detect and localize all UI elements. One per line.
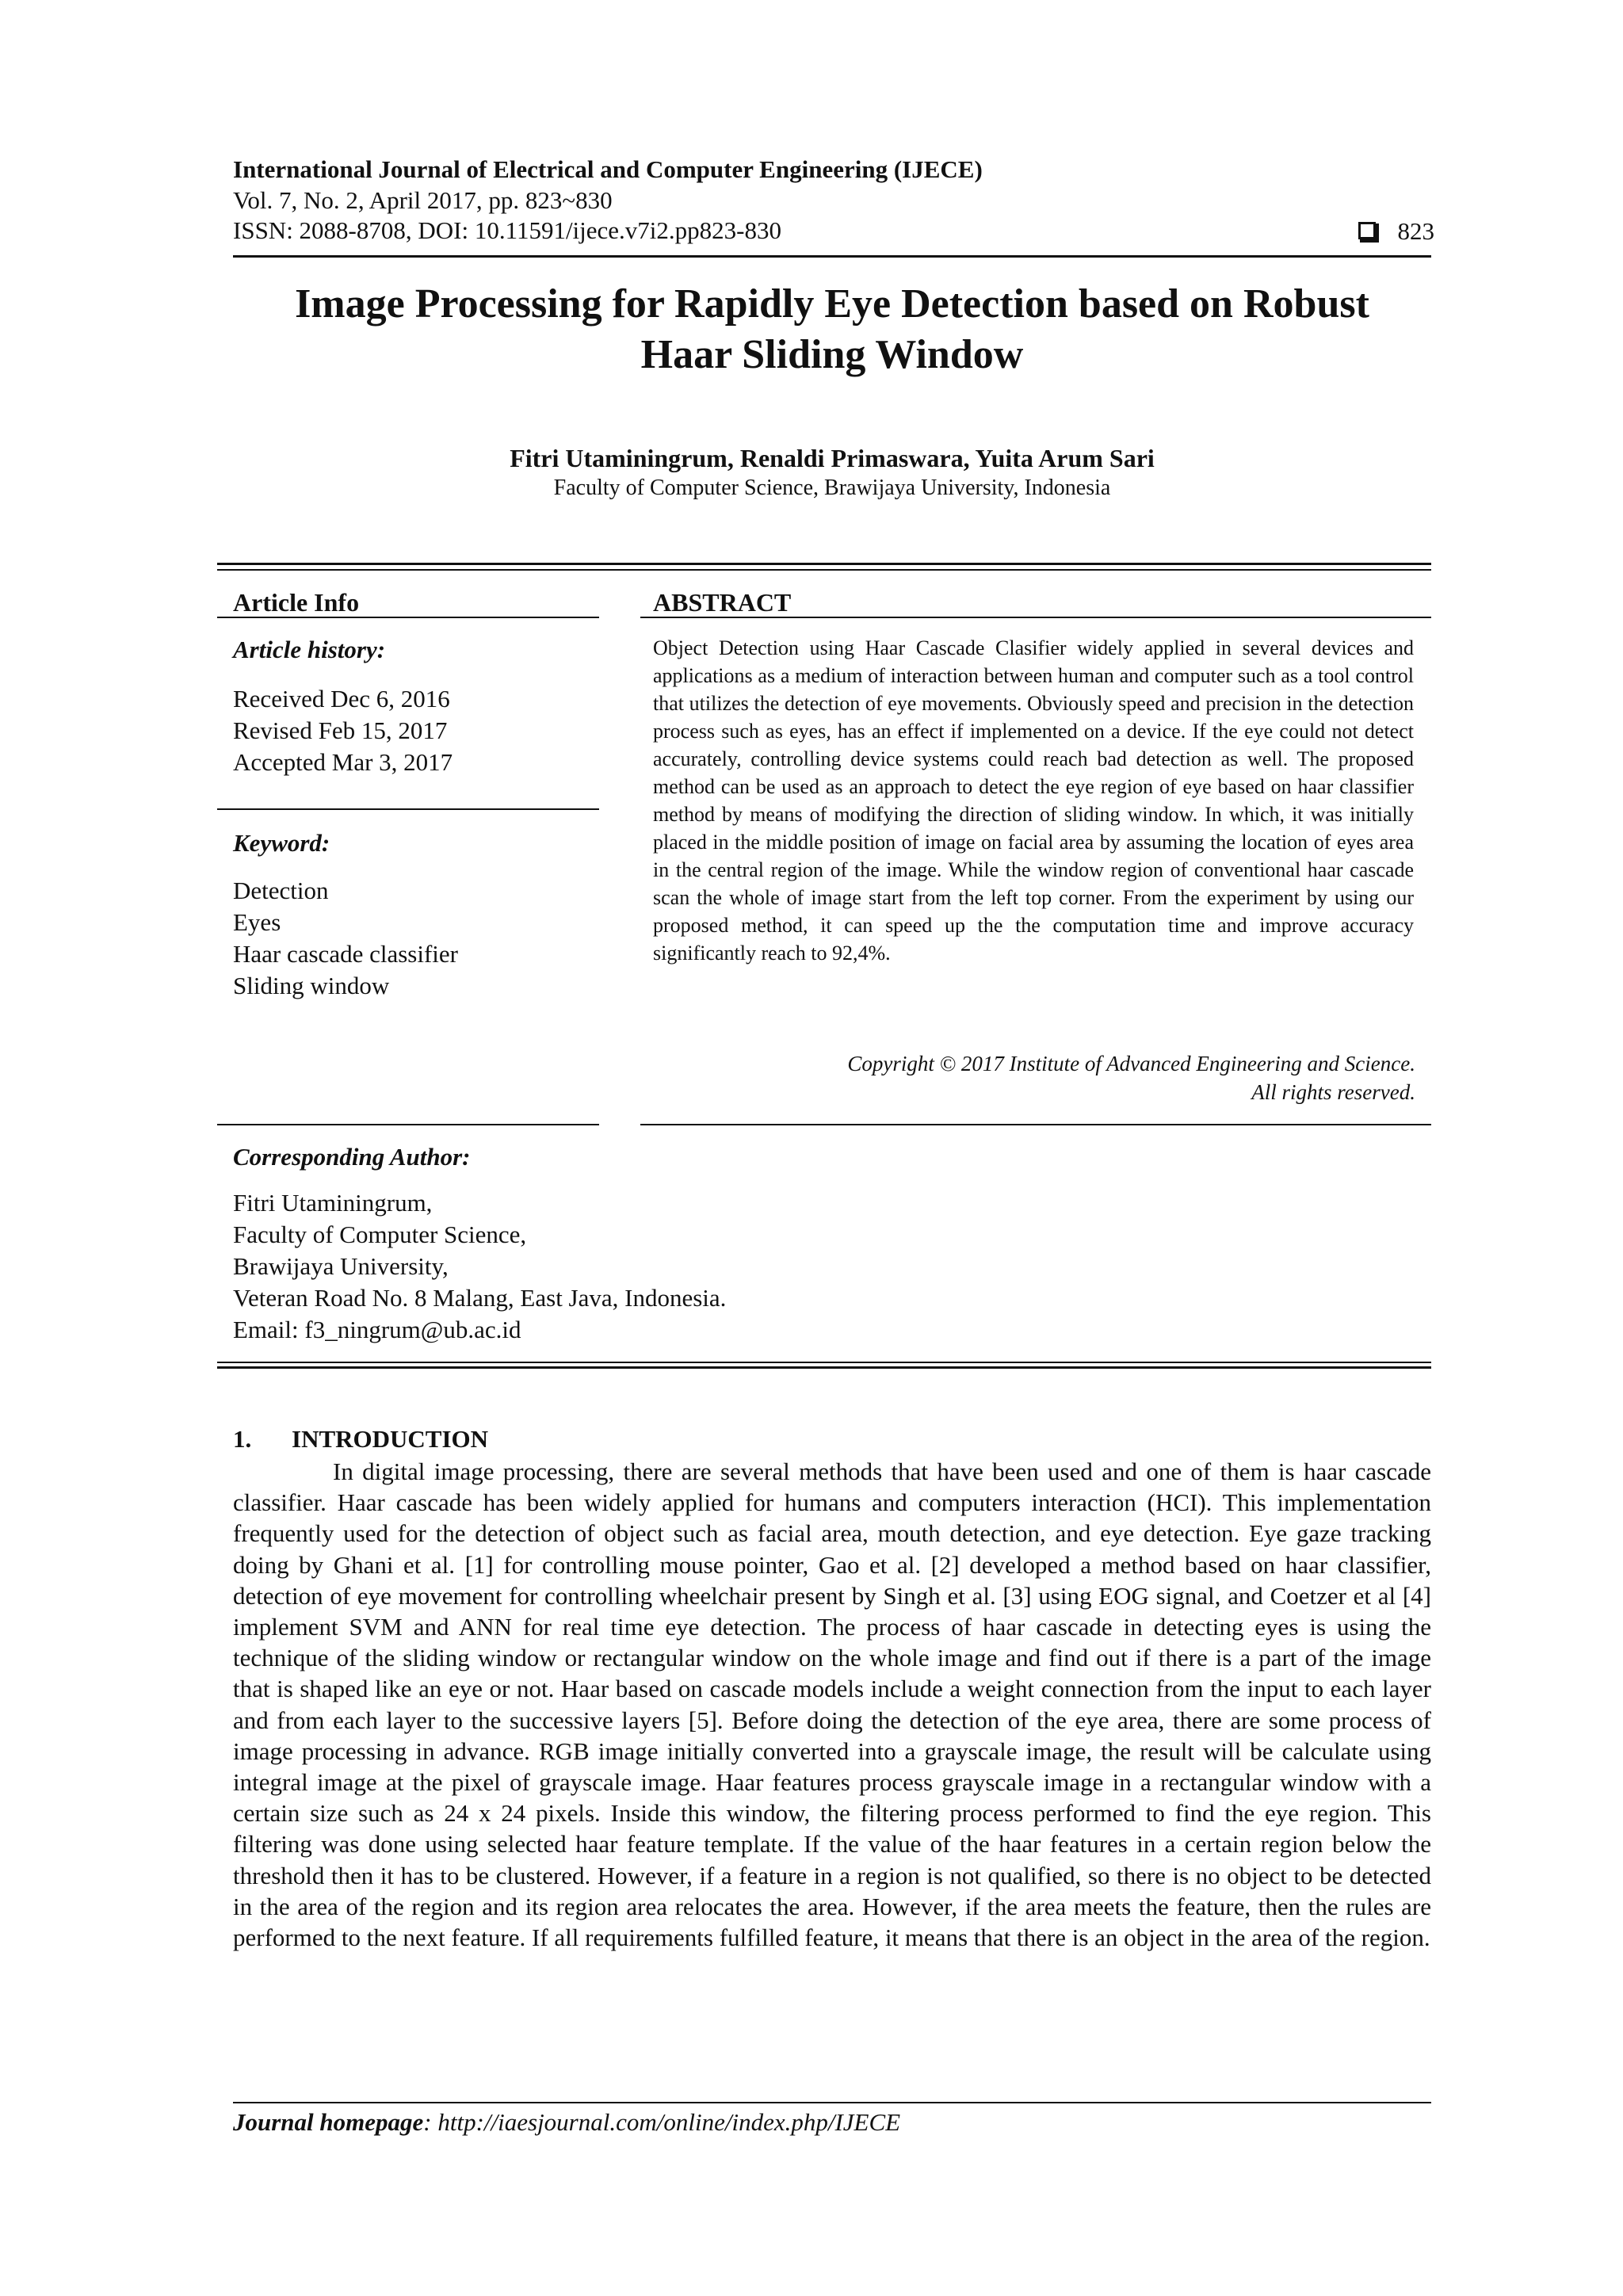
abstract-bottom-rule bbox=[640, 1124, 1431, 1125]
journal-homepage bbox=[233, 2108, 900, 2137]
author-address: Veteran Road No. 8 Malang, East Java, Indonesia. bbox=[233, 1284, 727, 1312]
issn-line: ISSN: 2088-8708, DOI: 10.11591/ijece.v7i2.pp823-830 bbox=[233, 216, 781, 244]
article-history-heading: Article history: bbox=[233, 636, 386, 663]
history-received: Received Dec 6, 2016 bbox=[233, 685, 450, 712]
keyword-heading: Keyword: bbox=[233, 829, 330, 857]
copyright-line-1: Copyright © 2017 Institute of Advanced Engineering and Science. bbox=[847, 1052, 1415, 1075]
section-heading-introduction bbox=[233, 1425, 488, 1454]
keyword-item: Haar cascade classifier bbox=[233, 940, 458, 968]
title-line-1: Image Processing for Rapidly Eye Detection based on Robust bbox=[295, 281, 1369, 327]
keyword-item: Sliding window bbox=[233, 972, 390, 999]
keyword-rule bbox=[217, 808, 599, 810]
paper-title bbox=[233, 279, 1431, 380]
affiliation: Faculty of Computer Science, Brawijaya University, Indonesia bbox=[553, 476, 1111, 500]
title-line-2: Haar Sliding Window bbox=[640, 332, 1024, 377]
corresponding-author-heading: Corresponding Author: bbox=[233, 1143, 471, 1171]
homepage-colon: : bbox=[423, 2108, 438, 2136]
volume-line: Vol. 7, No. 2, April 2017, pp. 823~830 bbox=[233, 186, 613, 214]
introduction-paragraph: In digital image processing, there are several methods that have been used and one of them is haar cascade classifier. Haar cascade has been widely applied for humans and computers interaction (HCI). This implementation frequently used for the detection of object such as facial area, mouth detection, and eye detection. Eye gaze tracking doing by Ghani et al. [1] for controlling mouse pointer, Gao et al. [2] developed a method based on haar classifier, detection of eye movement for controlling wheelchair present by Singh et al. [3] using EOG signal, and Coetzer et al [4] implement SVM and ANN for real time eye detection. The process of haar cascade in detecting eyes is using the technique of the sliding window or rectangular window on the whole image and find out if there is a part of the image that is shaped like an eye or not. Haar based on cascade models include a weight connection from the input to each layer and from each layer to the successive layers [5]. Before doing the detection of the eye area, there are some process of image processing in advance. RGB image initially converted into a grayscale image, the result will be calculate using integral image at the pixel of grayscale image. Haar features process grayscale image in a rectangular window with a certain size such as 24 x 24 pixels. Inside this window, the filtering process performed to find the eye region. This filtering was done using selected haar feature template. If the value of the haar features in a certain region below the threshold then it has to be clustered. However, if a feature in a region is not qualified, so there is no object to be detected in the area of the region and its region area relocates the area. However, if the area meets the feature, then the rules are performed to the next feature. If all requirements fulfilled feature, it means that there is an object in the area of the region. bbox=[233, 1457, 1431, 1952]
homepage-label: Journal homepage bbox=[233, 2108, 424, 2136]
abstract-heading: ABSTRACT bbox=[653, 588, 792, 617]
homepage-link[interactable]: http://iaesjournal.com/online/index.php/IJECE bbox=[437, 2108, 901, 2136]
info-box-bottom-rule bbox=[217, 1362, 1431, 1363]
author-university: Brawijaya University, bbox=[233, 1252, 449, 1280]
info-box-bottom-rule-2 bbox=[217, 1366, 1431, 1369]
page-number: 823 bbox=[1397, 217, 1434, 245]
history-revised: Revised Feb 15, 2017 bbox=[233, 716, 448, 744]
section-title: INTRODUCTION bbox=[292, 1425, 489, 1453]
article-history-list bbox=[233, 683, 453, 778]
author-email: Email: f3_ningrum@ub.ac.id bbox=[233, 1316, 521, 1343]
info-box-top-rule bbox=[217, 563, 1431, 565]
keyword-list bbox=[233, 875, 458, 1002]
author-name: Fitri Utaminingrum, bbox=[233, 1189, 433, 1217]
corresponding-author-block bbox=[233, 1187, 726, 1346]
journal-name: International Journal of Electrical and Computer Engineering (IJECE) bbox=[233, 155, 983, 183]
article-info-bottom-rule bbox=[217, 1124, 599, 1125]
copyright-line-2: All rights reserved. bbox=[1251, 1080, 1415, 1104]
keyword-item: Eyes bbox=[233, 908, 281, 936]
info-box-top-rule-2 bbox=[217, 569, 1431, 571]
article-info-heading: Article Info bbox=[233, 588, 360, 617]
header-rule bbox=[233, 255, 1431, 258]
history-accepted: Accepted Mar 3, 2017 bbox=[233, 748, 453, 776]
checkbox-square-icon bbox=[1358, 222, 1376, 239]
abstract-rule bbox=[640, 617, 1431, 618]
article-info-rule bbox=[217, 617, 599, 618]
abstract-text: Object Detection using Haar Cascade Clasifier widely applied in several devices and applications as a medium of interaction between human and computer such as a tool control that utilizes the detection of eye movements. Obviously speed and precision in the detection process such as eyes, has an effect if implemented on a device. If the eye could not detect accurately, controlling device systems could reach bad detection as well. The proposed method can be used as an approach to detect the eye region of eye based on haar classifier method by means of modifying the direction of sliding window. In which, it was initially placed in the middle position of image on facial area by assuming the location of eyes area in the central region of the image. While the window region of conventional haar cascade scan the whole of image start from the left top corner. From the experiment by using our proposed method, it can speed up the the computation time and improve accuracy significantly reach to 92,4%. bbox=[653, 636, 1414, 965]
author-faculty: Faculty of Computer Science, bbox=[233, 1221, 527, 1248]
section-number: 1. bbox=[233, 1425, 252, 1453]
authors: Fitri Utaminingrum, Renaldi Primaswara, Yuita Arum Sari bbox=[510, 444, 1155, 472]
keyword-item: Detection bbox=[233, 877, 329, 904]
footer-rule bbox=[233, 2102, 1431, 2103]
